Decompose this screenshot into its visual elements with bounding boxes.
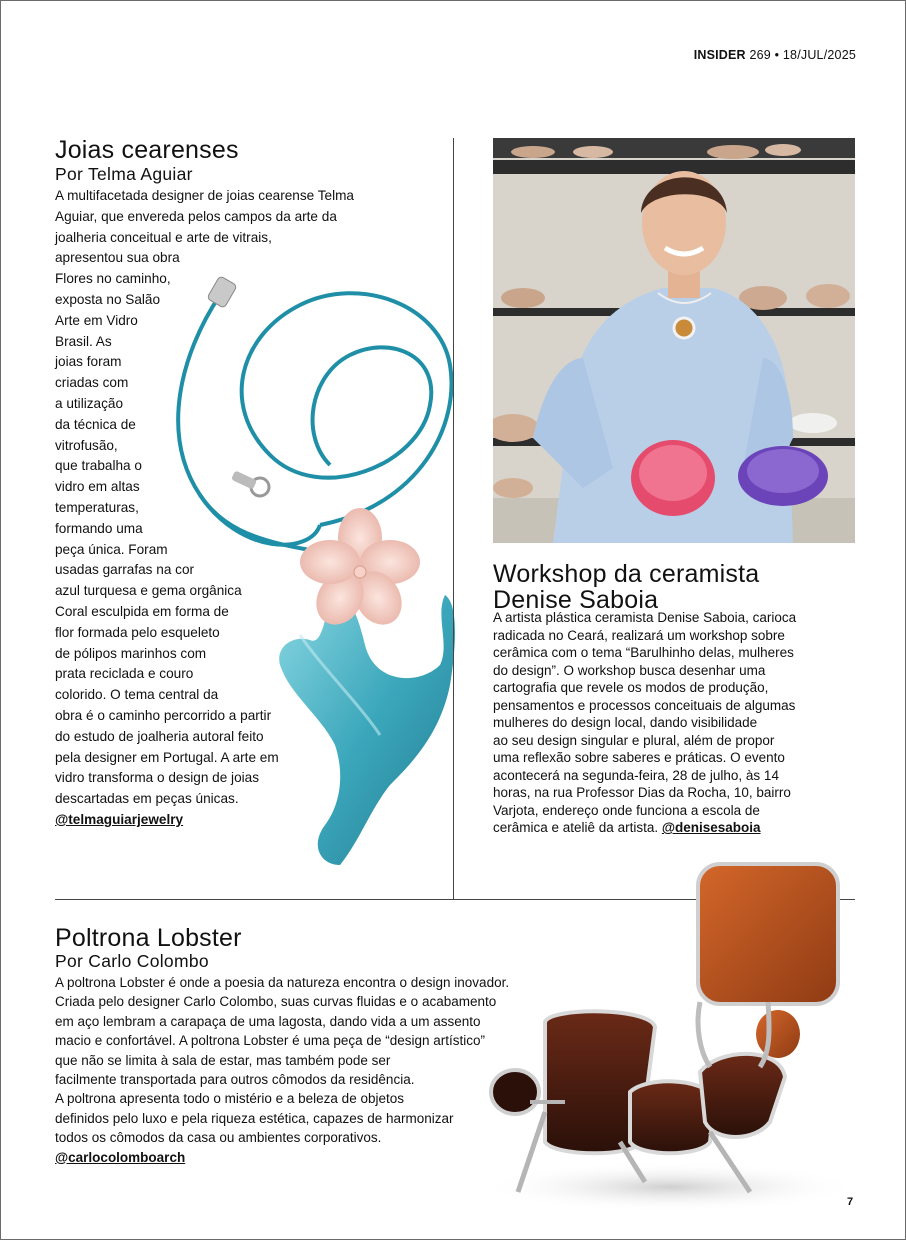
text-line: todos os cômodos da casa ou ambientes corporativos. <box>55 1130 382 1146</box>
column-divider <box>453 138 454 900</box>
text-line: Aguiar, que envereda pelos campos da arte da <box>55 208 337 224</box>
text-line: facilmente transportada para outros cômodos da residência. <box>55 1072 415 1088</box>
text-line: vidro em altas <box>55 479 140 495</box>
text-line: obra é o caminho percorrido a partir <box>55 707 272 723</box>
text-line: joias foram <box>55 354 122 370</box>
joias-title: Joias cearenses <box>55 136 239 164</box>
text-line: Flores no caminho, <box>55 271 171 287</box>
text-line: flor formada pelo esqueleto <box>55 624 220 640</box>
text-line: Varjota, endereço onde funciona a escola de <box>493 802 760 818</box>
text-line: que não se limita à sala de estar, mas também pode ser <box>55 1052 391 1068</box>
header-separator: • <box>774 48 780 62</box>
issue-header <box>694 48 856 62</box>
text-line: Criada pelo designer Carlo Colombo, suas curvas fluidas e o acabamento <box>55 994 497 1010</box>
text-line: A artista plástica ceramista Denise Saboia, carioca <box>493 610 797 625</box>
workshop-title <box>493 561 759 613</box>
text-line: mulheres do design local, dando visibilidade <box>493 715 758 730</box>
text-line: Brasil. As <box>55 333 112 349</box>
text-line: peça única. Foram <box>55 541 168 557</box>
magazine-brand: INSIDER <box>693 48 746 62</box>
joias-handle-link[interactable]: @telmaguiarjewelry <box>55 811 184 827</box>
text-line: definidos pelo luxo e pela riqueza estética, capazes de harmonizar <box>55 1110 454 1126</box>
workshop-title-line2: Denise Saboia <box>493 586 659 614</box>
ceramist-photo <box>493 138 855 543</box>
workshop-handle-link[interactable]: @denisesaboia <box>661 820 761 835</box>
text-line: temperaturas, <box>55 499 139 515</box>
text-line: radicada no Ceará, realizará um workshop sobre <box>493 627 785 643</box>
poltrona-byline: Por Carlo Colombo <box>55 951 209 971</box>
text-line: descartadas em peças únicas. <box>55 791 239 807</box>
joias-byline: Por Telma Aguiar <box>55 164 193 184</box>
page-number: 7 <box>847 1196 854 1208</box>
text-line: de pólipos marinhos com <box>55 645 207 661</box>
text-line: formando uma <box>55 520 143 536</box>
poltrona-handle-link[interactable]: @carlocolomboarch <box>55 1149 186 1165</box>
necklace-illustration <box>160 265 470 875</box>
text-line: apresentou sua obra <box>55 250 180 266</box>
text-line: cartografia que revele os modos de produção, <box>493 680 769 695</box>
text-line: pela designer em Portugal. A arte em <box>55 749 279 765</box>
issue-number: 269 <box>749 48 771 62</box>
text-line: do estudo de joalheria autoral feito <box>55 728 264 744</box>
text-line: macio e confortável. A poltrona Lobster é uma peça de “design artístico” <box>55 1033 485 1049</box>
text-line: prata reciclada e couro <box>55 666 194 682</box>
issue-date: 18/JUL/2025 <box>782 48 856 62</box>
workshop-title-line1: Workshop da ceramista <box>493 560 760 588</box>
text-line: acontecerá na segunda-feira, 28 de julho, às 14 <box>493 767 779 783</box>
text-line: exposta no Salão <box>55 291 161 307</box>
text-line: Coral esculpida em forma de <box>55 603 229 619</box>
poltrona-title: Poltrona Lobster <box>55 924 242 952</box>
text-line: vidro transforma o design de joias <box>55 770 260 786</box>
text-line: a utilização <box>55 395 124 411</box>
text-line: pensamentos e processos conceituais de algumas <box>493 697 796 713</box>
text-line: ao seu design singular e plural, além de propor <box>493 732 775 748</box>
workshop-lines <box>493 609 855 819</box>
text-line: A poltrona Lobster é onde a poesia da natureza encontra o design inovador. <box>55 975 510 990</box>
text-line: usadas garrafas na cor <box>55 562 195 578</box>
text-line: vitrofusão, <box>55 437 118 453</box>
text-line: A multifacetada designer de joias cearense Telma <box>55 188 354 203</box>
text-line: da técnica de <box>55 416 136 432</box>
workshop-body <box>493 609 855 837</box>
text-line: que trabalha o <box>55 458 142 474</box>
text-line: uma reflexão sobre saberes e práticas. O evento <box>493 750 785 765</box>
text-line: A poltrona apresenta todo o mistério e a beleza de objetos <box>55 1091 404 1107</box>
text-line: colorido. O tema central da <box>55 687 219 703</box>
text-line: horas, na rua Professor Dias da Rocha, 10, bairro <box>493 785 791 800</box>
text-line: joalheria conceitual e arte de vitrais, <box>55 229 272 245</box>
text-line: em aço lembram a carapaça de uma lagosta, dando vida a um assento <box>55 1013 481 1029</box>
text-line: cerâmica com o tema “Barulhinho delas, mulheres <box>493 645 794 660</box>
lobster-chair-illustration <box>470 852 850 1212</box>
text-line: Arte em Vidro <box>55 312 138 328</box>
workshop-last-line: cerâmica e ateliê da artista. <box>493 820 659 835</box>
text-line: azul turquesa e gema orgânica <box>55 583 242 599</box>
text-line: do design”. O workshop busca desenhar uma <box>493 662 766 678</box>
text-line: criadas com <box>55 375 129 391</box>
